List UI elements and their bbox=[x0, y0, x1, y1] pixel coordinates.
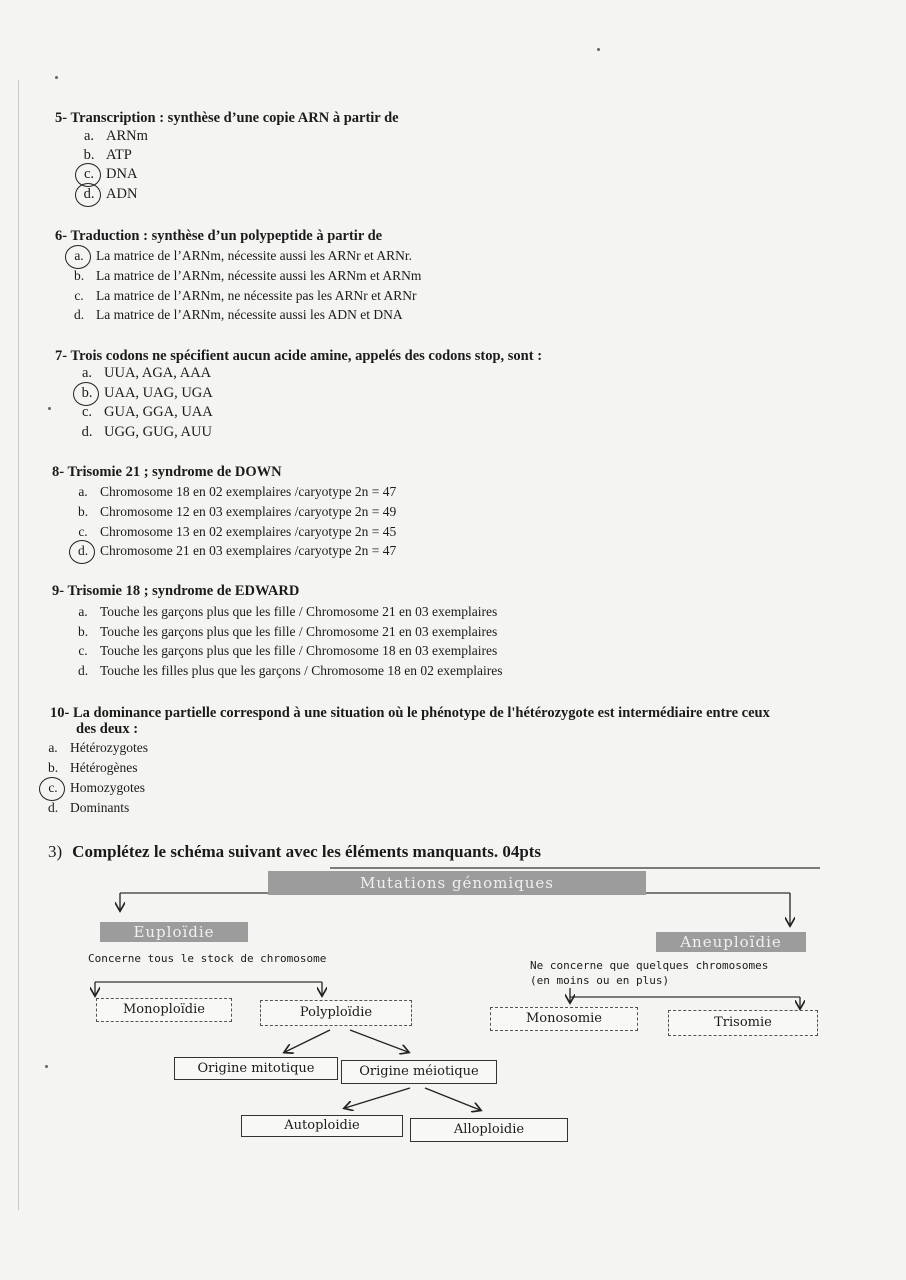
question-text: Trisomie 21 ; syndrome de DOWN bbox=[67, 464, 282, 480]
option-text: Homozygotes bbox=[70, 780, 145, 795]
aneuploidie-box: Aneuploïdie bbox=[656, 932, 806, 952]
option-letter: d. bbox=[81, 424, 93, 440]
option-letter: c. bbox=[78, 524, 88, 539]
euploidie-note: Concerne tous le stock de chromosome bbox=[88, 952, 327, 965]
euploidie-box: Euploïdie bbox=[100, 922, 248, 942]
question-text: Transcription : synthèse d’une copie ARN à partir de bbox=[70, 110, 399, 126]
option-letter-circled: c. bbox=[78, 166, 100, 183]
scan-speck bbox=[45, 1065, 48, 1068]
scan-speck bbox=[55, 76, 58, 79]
question-number: 8- bbox=[52, 464, 65, 480]
option-letter-circled: d. bbox=[78, 186, 100, 203]
option-letter: c. bbox=[78, 643, 88, 658]
option-text: UGG, GUG, AUU bbox=[104, 424, 212, 440]
option-text: Hétérogènes bbox=[70, 760, 138, 775]
option-letter: b. bbox=[73, 268, 85, 283]
option-text: La matrice de l’ARNm, nécessite aussi les ARNm et ARNm bbox=[96, 268, 422, 283]
question-number: 7- bbox=[55, 348, 68, 364]
question-text: Trois codons ne spécifient aucun acide amine, appelés des codons stop, sont : bbox=[70, 348, 543, 364]
option-text: Chromosome 21 en 03 exemplaires /caryotype 2n = 47 bbox=[100, 543, 397, 558]
option-letter-circled: b. bbox=[76, 385, 98, 402]
monoploidie-box: Monoploïdie bbox=[96, 998, 232, 1022]
option-text: Touche les garçons plus que les fille / Chromosome 18 en 03 exemplaires bbox=[100, 643, 498, 658]
option-text: La matrice de l’ARNm, nécessite aussi les ADN et DNA bbox=[96, 307, 403, 322]
option-letter-circled: a. bbox=[68, 248, 90, 264]
option-letter: c. bbox=[74, 288, 84, 303]
aneuploidie-note-line1: Ne concerne que quelques chromosomes bbox=[530, 959, 769, 972]
option-text: Chromosome 12 en 03 exemplaires /caryotype 2n = 49 bbox=[100, 504, 397, 519]
option-text: ADN bbox=[106, 186, 138, 202]
option-text: Chromosome 18 en 02 exemplaires /caryotype 2n = 47 bbox=[100, 484, 397, 499]
option-text: UAA, UAG, UGA bbox=[104, 385, 213, 401]
trisomie-box: Trisomie bbox=[668, 1010, 818, 1036]
polyploidie-box: Polyploïdie bbox=[260, 1000, 412, 1026]
option-text: ATP bbox=[106, 147, 132, 163]
option-letter: b. bbox=[77, 504, 89, 519]
autoploidie-box: Autoploidie bbox=[241, 1115, 403, 1137]
option-letter: d. bbox=[47, 800, 59, 815]
option-letter: b. bbox=[83, 147, 95, 163]
option-letter: b. bbox=[47, 760, 59, 775]
question-number: 9- bbox=[52, 583, 65, 599]
option-text: Hétérozygotes bbox=[70, 740, 148, 755]
question-text: La dominance partielle correspond à une situation où le phénotype de l'hétérozygote est intermédiaire entre ceux bbox=[72, 705, 770, 721]
aneuploidie-note-line2: (en moins ou en plus) bbox=[530, 974, 670, 987]
option-text: UUA, AGA, AAA bbox=[104, 365, 212, 381]
option-letter: c. bbox=[81, 404, 93, 420]
alloploidie-box: Alloploidie bbox=[410, 1118, 568, 1142]
root-box-mutations-genomiques: Mutations génomiques bbox=[268, 871, 646, 895]
question-number: 10- bbox=[50, 705, 70, 721]
option-text: Touche les garçons plus que les fille / Chromosome 21 en 03 exemplaires bbox=[100, 624, 498, 639]
option-text: DNA bbox=[106, 166, 138, 182]
question-number: 6- bbox=[55, 228, 68, 244]
monosomie-box: Monosomie bbox=[490, 1007, 638, 1031]
origine-meiotique-box: Origine méiotique bbox=[341, 1060, 497, 1084]
option-text: Touche les filles plus que les garçons / Chromosome 18 en 02 exemplaires bbox=[100, 663, 503, 678]
option-text: Touche les garçons plus que les fille / Chromosome 21 en 03 exemplaires bbox=[100, 604, 498, 619]
option-text: Dominants bbox=[70, 800, 130, 815]
option-text: Chromosome 13 en 02 exemplaires /caryotype 2n = 45 bbox=[100, 524, 397, 539]
section-text: Complétez le schéma suivant avec les éléments manquants. 04pts bbox=[72, 842, 542, 861]
option-text: GUA, GGA, UAA bbox=[104, 404, 213, 420]
option-text: La matrice de l’ARNm, ne nécessite pas les ARNr et ARNr bbox=[96, 288, 417, 303]
question-text: Traduction : synthèse d’un polypeptide à partir de bbox=[70, 228, 383, 244]
option-letter: a. bbox=[81, 365, 93, 381]
scan-speck bbox=[48, 407, 51, 410]
option-letter: d. bbox=[77, 663, 89, 678]
option-letter: a. bbox=[48, 740, 58, 755]
option-letter: a. bbox=[78, 484, 88, 499]
option-letter-circled: c. bbox=[42, 780, 64, 796]
option-letter: d. bbox=[73, 307, 85, 322]
option-text: ARNm bbox=[106, 128, 148, 144]
origine-mitotique-box: Origine mitotique bbox=[174, 1057, 338, 1080]
option-letter: a. bbox=[83, 128, 95, 144]
question-text: des deux : bbox=[76, 721, 139, 737]
option-letter: a. bbox=[78, 604, 88, 619]
section-number: 3) bbox=[48, 842, 63, 861]
scan-speck bbox=[597, 48, 600, 51]
option-letter-circled: d. bbox=[72, 543, 94, 559]
option-text: La matrice de l’ARNm, nécessite aussi les ARNr et ARNr. bbox=[96, 248, 413, 263]
option-letter: b. bbox=[77, 624, 89, 639]
question-number: 5- bbox=[55, 110, 68, 126]
question-text: Trisomie 18 ; syndrome de EDWARD bbox=[67, 583, 300, 599]
